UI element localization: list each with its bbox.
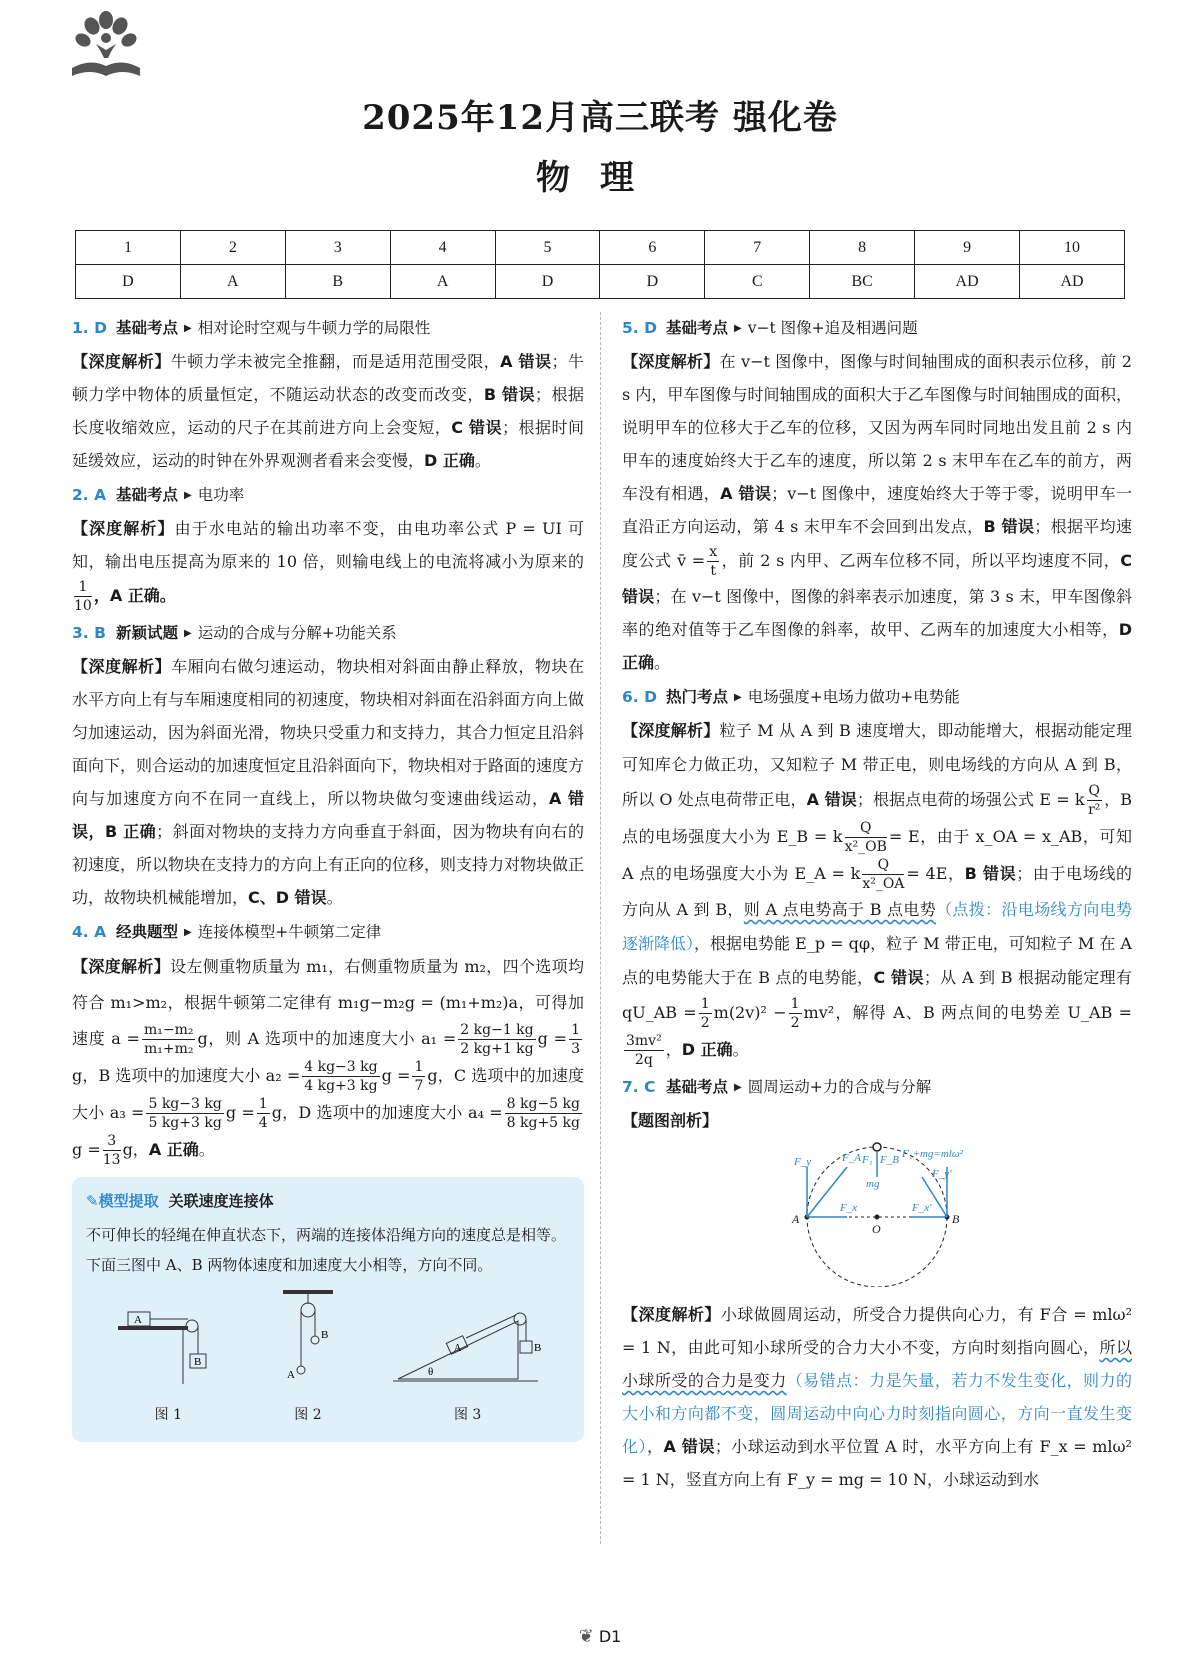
q2-number: 2. A	[72, 486, 107, 504]
q7-analysis: 【深度解析】小球做圆周运动，所受合力提供向心力，有 F合 = mlω² = 1 N，由此可知小球所受的合力大小不变，方向时刻指向圆心，所以小球所受的合力是变力（易错点：力是矢量，若力不发生变化，则力的大小和方向都不变，圆周运动中向心力时刻指向圆心，方向一直发生变化），A 错误；小球运动到水平位置 A 时，水平方向上有 F_x = mlω² = 1 N，竖直方向上有 F_y = mg = 10 N，小球运动到水	[622, 1305, 1132, 1489]
q7-header	[622, 1071, 1132, 1104]
answer-letter-row	[76, 265, 1125, 299]
pulley-table-diagram	[108, 1296, 228, 1386]
q3-category: 新颖试题	[116, 624, 179, 642]
triangle-icon: ▶	[184, 490, 192, 501]
q1-category: 基础考点	[116, 319, 179, 337]
triangle-icon: ▶	[734, 1082, 742, 1093]
answer-cell: AD	[915, 265, 1020, 299]
answer-cell: D	[495, 265, 600, 299]
analysis-label: 【深度解析】	[72, 352, 171, 371]
answer-number-row	[76, 231, 1125, 265]
q3-topic: 运动的合成与分解+功能关系	[197, 624, 397, 642]
tree-logo-icon: ❦	[578, 1626, 594, 1647]
svg-text:mg: mg	[866, 1178, 880, 1190]
answer-cell: D	[76, 265, 181, 299]
q6-category: 热门考点	[666, 688, 729, 706]
q2-category: 基础考点	[116, 486, 179, 504]
circular-motion-diagram-wrap	[622, 1137, 1132, 1298]
triangle-icon: ▶	[184, 628, 192, 639]
svg-text:F_y': F_y'	[932, 1168, 952, 1180]
figure-analysis-label: 【题图剖析】	[622, 1111, 719, 1130]
answer-cell: BC	[810, 265, 915, 299]
q1-topic: 相对论时空观与牛顿力学的局限性	[197, 319, 431, 337]
question-number: 9	[915, 231, 1020, 265]
svg-text:F_y: F_y	[794, 1156, 812, 1168]
answer-key-table	[75, 230, 1125, 299]
question-number: 7	[705, 231, 810, 265]
svg-text:F_A: F_A	[842, 1152, 861, 1164]
q7-number: 7. C	[622, 1078, 656, 1096]
svg-text:B: B	[952, 1212, 960, 1226]
svg-text:A: A	[134, 1314, 143, 1326]
q2-topic: 电功率	[197, 486, 245, 504]
q1-number: 1. D	[72, 319, 107, 337]
question-number: 1	[76, 231, 181, 265]
q5-category: 基础考点	[666, 319, 729, 337]
svg-text:F₁+mg=mlω²: F₁+mg=mlω²	[902, 1148, 963, 1160]
column-divider	[600, 312, 601, 1544]
subject-title: 物理	[536, 158, 664, 198]
triangle-icon: ▶	[184, 927, 192, 938]
answer-cell: A	[390, 265, 495, 299]
svg-text:θ: θ	[427, 1366, 433, 1378]
q4-category: 经典题型	[116, 923, 179, 941]
question-number: 8	[810, 231, 915, 265]
svg-text:A: A	[792, 1212, 800, 1226]
answer-cell: A	[180, 265, 285, 299]
svg-text:B: B	[320, 1329, 329, 1341]
q5-topic: v−t 图像+追及相遇问题	[747, 319, 918, 337]
question-number: 4	[390, 231, 495, 265]
q1-analysis: 【深度解析】牛顿力学未被完全推翻，而是适用范围受限，A 错误；牛顿力学中物体的质量恒定，不随运动状态的改变而改变，B 错误；根据长度收缩效应，运动的尺子在其前进方向上会变短，C 错误；根据时间延缓效应，运动的时钟在外界观测者看来会变慢，D 正确。	[72, 352, 584, 470]
q7-category: 基础考点	[666, 1078, 729, 1096]
svg-text:A: A	[453, 1343, 461, 1354]
figure-1: A B 图 1	[108, 1296, 228, 1432]
question-number: 6	[600, 231, 705, 265]
q5-number: 5. D	[622, 319, 657, 337]
publisher-logo	[66, 6, 146, 86]
q6-number: 6. D	[622, 688, 657, 706]
left-column	[72, 310, 584, 1442]
figure-row	[86, 1286, 570, 1432]
model-text: 不可伸长的轻绳在伸直状态下，两端的连接体沿绳方向的速度总是相等。下面三图中 A、B 两物体速度和加速度大小相等，方向不同。	[86, 1226, 567, 1274]
triangle-icon: ▶	[734, 323, 742, 334]
model-extraction-box	[72, 1177, 584, 1442]
svg-text:A: A	[286, 1369, 295, 1381]
figure-2: A B 图 2	[273, 1286, 343, 1432]
q6-analysis: 【深度解析】粒子 M 从 A 到 B 速度增大，即动能增大，根据动能定理可知库仑力做正功，又知粒子 M 带正电，则电场线的方向从 A 到 B，所以 O 处点电荷带正电，A 错误；根据点电荷的场强公式 E = k $\frac{Q}{\text{r²}}$ ，B 点的电场强度大小为 E_B = k $\frac{Q}{\text{x²\_OB}}$ = E，由于 x_OA = x_AB，可知 A 点的电场强度大小为 E_A = k $\frac{Q}{\text{x²\_OA}}$ = 4E，B 错误；由于电场线的方向从 A 到 B，则 A 点电势高于 B 点电势（点拨：沿电场线方向电势逐渐降低），根据电势能 E_p = qφ，粒子 M 带正电，可知粒子 M 在 A 点的电势能大于在 B 点的电势能，C 错误；从 A 到 B 根据动能定理有 qU_AB = $\frac{1}{2}$ m(2v)² − $\frac{1}{2}$ mv²，解得 A、B 两点间的电势差 U_AB = $\frac{\text{3mv²}}{2q}$ ，D 正确。	[622, 721, 1133, 1068]
q3-number: 3. B	[72, 624, 106, 642]
q4-number: 4. A	[72, 923, 107, 941]
q4-topic: 连接体模型+牛顿第二定律	[197, 923, 382, 941]
q2-header	[72, 479, 584, 512]
circular-motion-diagram	[762, 1137, 992, 1287]
q6-topic: 电场强度+电场力做功+电势能	[747, 688, 960, 706]
incline-pulley-diagram	[388, 1291, 548, 1386]
q4-analysis: 【深度解析】设左侧重物质量为 m₁，右侧重物质量为 m₂，四个选项均符合 m₁>m₂，根据牛顿第二定律有 m₁g−m₂g = (m₁+m₂)a，可得加速度 a = $\frac{\text{m₁−m₂}}{\text{m₁+m₂}}$ g，则 A 选项中的加速度大小 a₁ = $\frac{2 kg-1 kg}{2 kg+1 kg}$ g = $\frac{1}{3}$ g，B 选项中的加速度大小 a₂ = $\frac{4 kg-3 kg}{4 kg+3 kg}$ g = $\frac{1}{7}$ g，C 选项中的加速度大小 a₃ = $\frac{5 kg-3 kg}{5 kg+3 kg}$ g = $\frac{1}{4}$ g，D 选项中的加速度大小 a₄ = $\frac{8 kg-5 kg}{8 kg+5 kg}$ g = $\frac{3}{13}$ g，A 正确。	[72, 957, 584, 1168]
q5-analysis: 【深度解析】在 v−t 图像中，图像与时间轴围成的面积表示位移，前 2 s 内，甲车图像与时间轴围成的面积大于乙车图像与时间轴围成的面积，说明甲车的位移大于乙车的位移，又因为两车同时同地出发且前 2 s 内甲车的速度始终大于乙车的速度，所以第 2 s 末甲车在乙车的前方，两车没有相遇，A 错误；v−t 图像中，速度始终大于等于零，说明甲车一直沿正方向运动，第 4 s 末甲车不会回到出发点，B 错误；根据平均速度公式 v̄ = $\frac{x}{t}$ ，前 2 s 内甲、乙两车位移不同，所以平均速度不同，C 错误；在 v−t 图像中，图像的斜率表示加速度，第 3 s 末，甲车图像斜率的绝对值等于乙车图像的斜率，故甲、乙两车的加速度大小相等，D 正确。	[622, 352, 1132, 672]
triangle-icon: ▶	[734, 692, 742, 703]
q7-topic: 圆周运动+力的合成与分解	[747, 1078, 932, 1096]
pulley-hanging-diagram	[273, 1286, 343, 1386]
svg-text:F_x': F_x'	[912, 1202, 932, 1214]
q2-analysis: 【深度解析】由于水电站的输出功率不变，由电功率公式 P = UI 可知，输出电压提高为原来的 10 倍，则输电线上的电流将减小为原来的 $\frac{1}{10}$ ，A 正确。	[72, 519, 584, 614]
q6-header	[622, 681, 1132, 714]
q3-analysis: 【深度解析】车厢向右做匀速运动，物块相对斜面由静止释放，物块在水平方向上有与车厢速度相同的初速度，物块相对斜面在沿斜面方向上做匀加速运动，因为斜面光滑，物块只受重力和支持力，其合力恒定且沿斜面向下，则合运动的加速度恒定且沿斜面向下，物块相对于路面的速度方向与加速度方向不在同一直线上，所以物块做匀变速曲线运动，A 错误，B 正确；斜面对物块的支持力方向垂直于斜面，因为物块有向右的初速度，所以物块在支持力的方向上有正向的位移，则支持力对物块做正功，故物块机械能增加，C、D 错误。	[72, 657, 585, 907]
q5-header	[622, 312, 1132, 345]
svg-text:B: B	[194, 1356, 202, 1368]
q3-header	[72, 617, 584, 650]
svg-text:B: B	[533, 1342, 541, 1354]
page-title: 2025年12月高三联考 强化卷	[362, 98, 838, 138]
answer-cell: C	[705, 265, 810, 299]
question-number: 2	[180, 231, 285, 265]
right-column	[622, 310, 1132, 1496]
question-number: 10	[1020, 231, 1125, 265]
fraction: $\frac{1}{10}$	[74, 579, 92, 614]
model-tag: ✎模型提取	[86, 1192, 159, 1210]
figure-3: A B θ 图 3	[388, 1291, 548, 1432]
q4-header	[72, 916, 584, 949]
q1-header	[72, 312, 584, 345]
model-title: 关联速度连接体	[168, 1192, 274, 1210]
triangle-icon: ▶	[184, 323, 192, 334]
page-number: D1	[598, 1627, 622, 1646]
question-number: 5	[495, 231, 600, 265]
question-number: 3	[285, 231, 390, 265]
answer-cell: AD	[1020, 265, 1125, 299]
svg-text:F_x: F_x	[840, 1202, 858, 1214]
answer-cell: D	[600, 265, 705, 299]
answer-cell: B	[285, 265, 390, 299]
page-footer	[0, 1626, 1200, 1647]
svg-text:F_B: F_B	[880, 1154, 899, 1166]
svg-text:O: O	[872, 1222, 881, 1236]
svg-text:F₁: F₁	[862, 1154, 873, 1166]
pencil-icon: ✎	[86, 1192, 99, 1210]
